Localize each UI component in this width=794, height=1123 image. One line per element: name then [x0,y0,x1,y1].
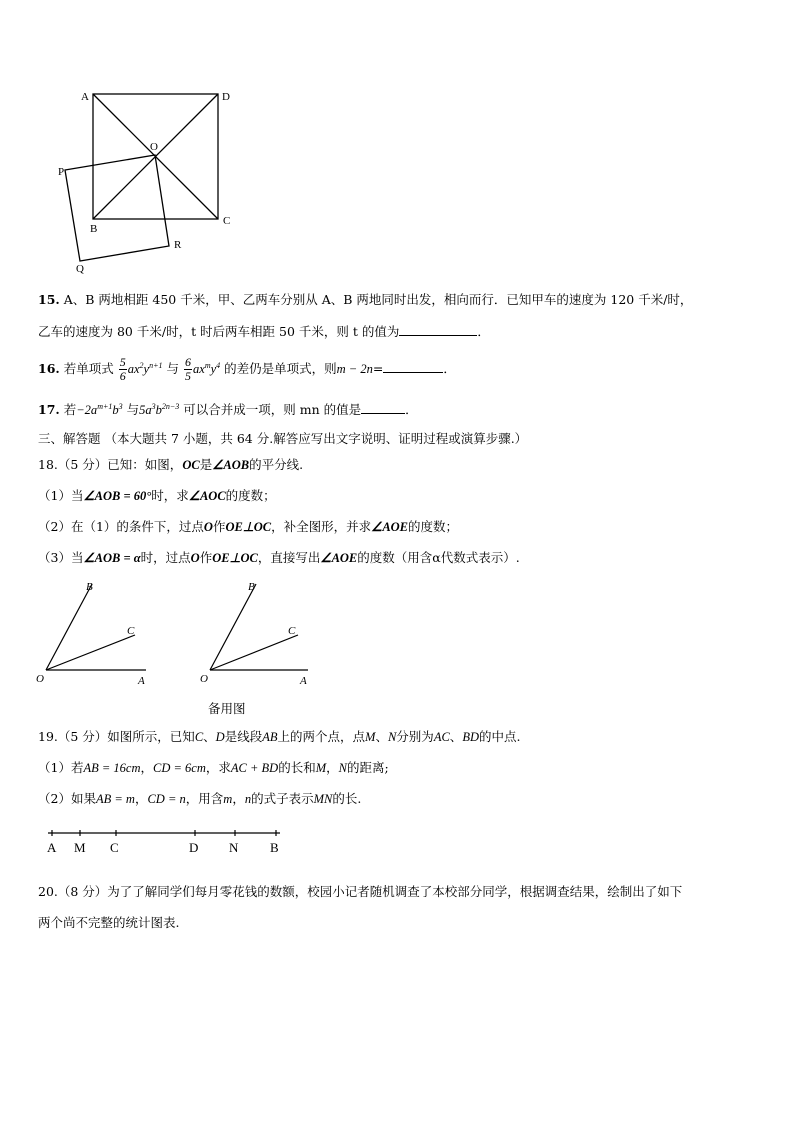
q18-part2: （2）在（1）的条件下，过点O作OE⊥OC，补全图形，并求∠AOE的度数； [38,519,459,534]
q20-line1: 20.（8 分）为了了解同学们每月零花钱的数额，校园小记者随机调查了本校部分同学，根据调查结果，绘制出了如下 [38,884,683,899]
svg-text:C: C [110,840,119,855]
square-figure [50,82,250,282]
q17-line: 17. 若$-2a^{m+1}b^3$ 与$5a^3b^{2n-3}$ 可以合并成一项，则 mn 的值是 ． [38,402,418,418]
q17-number: 17. [38,402,60,418]
backup-figure-caption: 备用图 [208,701,246,716]
svg-text:C: C [288,625,296,637]
label-c: C [223,215,231,227]
label-d: D [222,91,230,103]
svg-text:N: N [229,840,239,855]
svg-text:O: O [200,673,208,685]
q16-line: 16. 若单项式 $\frac{5}{6}$ $ax^2y^{n+1}$ 与 $\frac{6}{5}$ $ax^my^4$ 的差仍是单项式，则m − 2n= ． [38,355,456,384]
angle-figure-backup [196,578,326,690]
q18-head: 18.（5 分）已知：如图，OC是∠AOB的平分线. [38,457,304,472]
q17-answer-blank[interactable] [361,401,405,414]
label-q: Q [76,263,84,275]
label-b: B [90,223,98,235]
q19-part1: （1）若AB = 16cm，CD = 6cm，求AC + BD的长和M，N的距离; [38,760,389,775]
angle-figure-main [32,578,162,690]
svg-text:B: B [270,840,279,855]
q15-line1 [38,291,692,309]
q20-line2: 两个尚不完整的统计图表. [38,915,180,930]
svg-text:A: A [138,675,145,687]
q16-number: 16. [38,361,60,377]
q16-fraction-1: $\frac{5}{6}$ [119,355,126,384]
q18-part1: （1）当∠AOB = 60°时，求∠AOC的度数； [38,488,276,503]
section-3-title: 三、解答题 （本大题共 7 小题，共 64 分.解答应写出文字说明、证明过程或演算步骤.） [38,431,528,446]
q18-part3: （3）当∠AOB = α时，过点O作OE⊥OC，直接写出∠AOE的度数（用含α代数式表示）. [38,550,520,565]
svg-text:C: C [127,625,135,637]
q19-head: 19.（5 分）如图所示，已知C、D是线段AB上的两个点，点M、N分别为AC、BD的中点. [38,729,521,744]
svg-text:A: A [300,675,307,687]
q16-fraction-2: $\frac{6}{5}$ [185,355,191,384]
svg-text:M: M [74,840,86,855]
q15-text2: 乙车的速度为 80 千米/时，t 时后两车相距 50 千米，则 t 的值为 [38,324,400,339]
svg-text:D: D [189,840,199,855]
q19-part2: （2）如果AB = m，CD = n，用含m，n的式子表示MN的长. [38,791,362,806]
q16-answer-blank[interactable] [383,360,443,373]
label-o: O [150,141,158,153]
segment-figure [40,824,290,860]
svg-text:A: A [47,840,57,855]
q15-number: 15. [38,292,60,307]
svg-text:B: B [86,581,93,593]
label-p: P [58,166,65,178]
label-a: A [81,91,89,103]
label-r: R [174,239,182,251]
svg-text:O: O [36,673,44,685]
q15-answer-blank[interactable] [399,323,477,336]
q15-text1: A、B 两地相距 450 千米，甲、乙两车分别从 A、B 两地同时出发，相向而行．已知甲车的速度为 120 千米/时， [63,292,693,307]
q15-line2: 乙车的速度为 80 千米/时，t 时后两车相距 50 千米，则 t 的值为 ． [38,324,490,339]
svg-text:B: B [248,581,255,593]
